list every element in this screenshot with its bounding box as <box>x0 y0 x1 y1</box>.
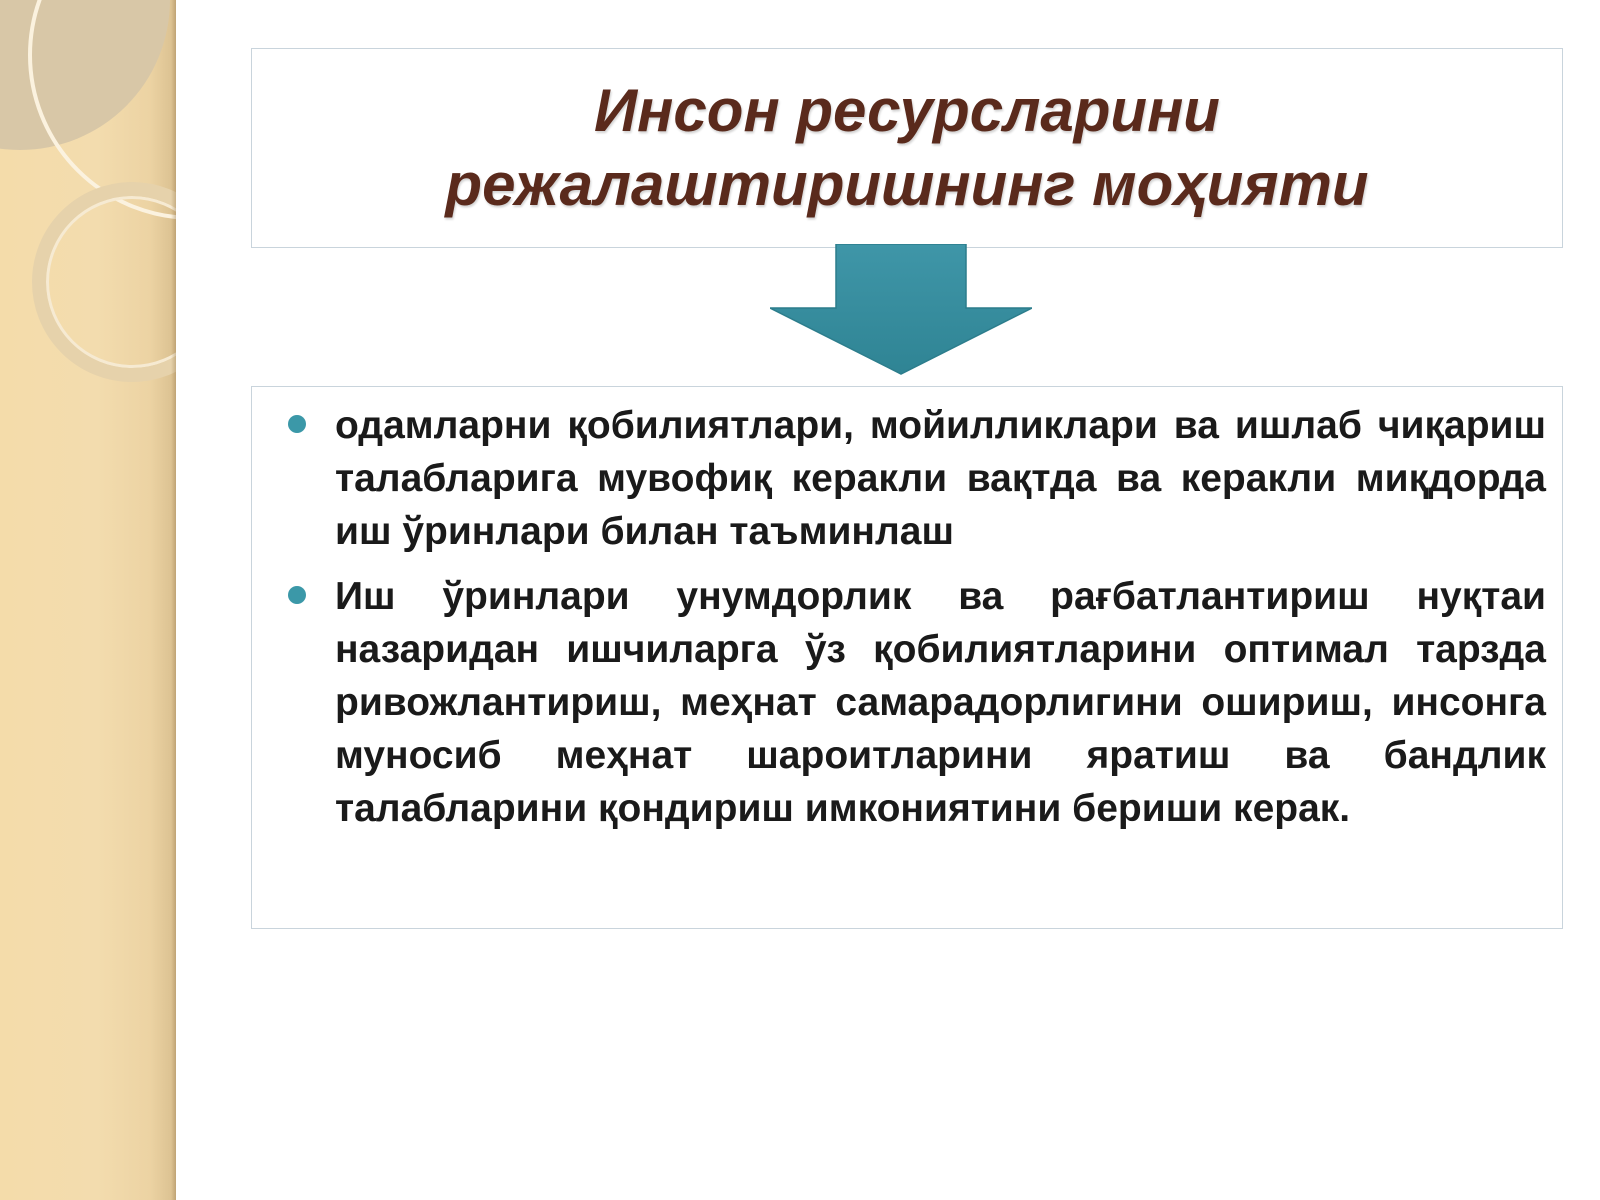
decorative-ring-small <box>32 182 176 382</box>
slide-title <box>445 74 1368 222</box>
bullet-text: одамларни қобилиятлари, мойилликлари ва ишлаб чиқариш талабларига мувофиқ керакли вақтда ва керакли миқдорда иш ўринлари билан таъминлаш <box>335 404 1546 553</box>
bullet-list <box>282 399 1546 847</box>
title-box <box>251 48 1563 248</box>
title-line-1: Инсон ресурсларини <box>594 77 1220 144</box>
list-item <box>282 570 1546 835</box>
down-arrow-icon <box>770 244 1032 376</box>
bullet-dot-icon <box>288 415 306 433</box>
title-line-2: режалаштиришнинг моҳияти <box>445 151 1369 218</box>
decorative-side-band <box>0 0 176 1200</box>
content-box <box>251 386 1563 929</box>
bullet-dot-icon <box>288 586 306 604</box>
list-item <box>282 399 1546 558</box>
arrow-shape <box>770 244 1032 374</box>
bullet-text: Иш ўринлари унумдорлик ва рағбатлантириш нуқтаи назаридан ишчиларга ўз қобилиятларини оптимал тарзда ривожлантириш, меҳнат самарадорлигини ошириш, инсонга муносиб меҳнат шароитларини яратиш ва бандлик талабларини қондириш имкониятини бериши керак. <box>335 575 1546 830</box>
